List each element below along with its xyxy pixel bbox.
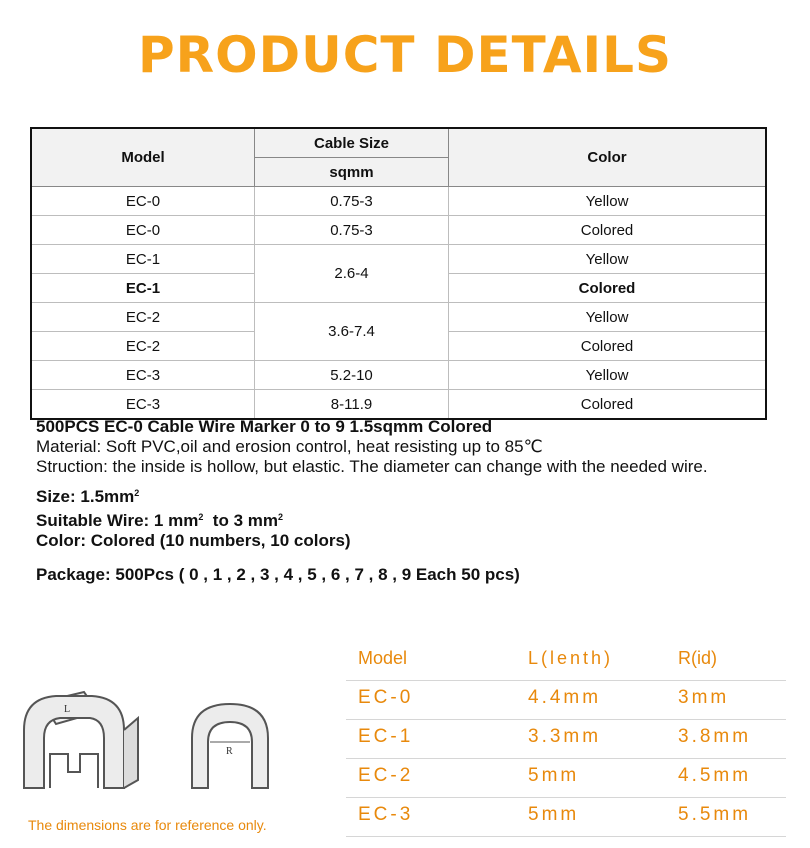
color-text: Color: Colored (10 numbers, 10 colors) [36,531,351,550]
dim-length: 5mm [528,765,580,786]
radius-label: R [226,746,233,757]
page-title: PRODUCT DETAILS [137,26,673,84]
cell-size: 2.6-4 [255,245,449,303]
table-row [31,390,766,420]
table-row [31,216,766,245]
cell-size: 3.6-7.4 [255,303,449,361]
dim-length: 3.3mm [528,726,602,747]
header-model: Model [31,128,255,187]
dim-header-radius: R(id) [678,648,717,668]
marker-front-view [192,704,268,788]
dim-model: EC-0 [358,687,414,708]
dim-radius: 5.5mm [678,804,752,825]
dim-model: EC-2 [358,765,414,786]
dimension-row [346,798,786,837]
cell-color: Yellow [449,361,767,390]
cell-model: EC-3 [31,390,255,420]
dim-model: EC-1 [358,726,414,747]
dimension-row [346,759,786,798]
header-cable-size: Cable Size [255,128,449,158]
reference-note: The dimensions are for reference only. [28,817,267,833]
marker-side-view [24,692,138,788]
material-text: Material: Soft PVC,oil and erosion control, heat resisting up to 85℃ [36,437,543,456]
dimension-table [346,642,786,837]
cell-model: EC-1 [31,245,255,274]
cell-color: Yellow [449,303,767,332]
length-label: L [64,704,71,715]
dim-radius: 4.5mm [678,765,752,786]
cell-color: Yellow [449,187,767,216]
cell-model: EC-2 [31,332,255,361]
dimension-header [346,642,786,681]
marker-diagram [20,668,310,808]
dimension-row [346,720,786,759]
table-row [31,245,766,274]
dimension-row [346,681,786,720]
suitable-wire-text: Suitable Wire: 1 $mm^2$ to 3 $mm^2$ [36,511,283,530]
dim-length: 4.4mm [528,687,602,708]
table-row [31,303,766,332]
size-text: Size: $1.5mm^2$ [36,487,140,506]
cell-size: 5.2-10 [255,361,449,390]
cell-model: EC-1 [31,274,255,303]
table-row [31,187,766,216]
dim-header-length: L(lenth) [528,648,614,668]
header-color: Color [449,128,767,187]
cell-color: Yellow [449,245,767,274]
table-row [31,361,766,390]
dim-radius: 3mm [678,687,730,708]
struction-text: Struction: the inside is hollow, but elastic. The diameter can change with the needed wire. [36,457,708,476]
cell-size: 0.75-3 [255,187,449,216]
cell-model: EC-2 [31,303,255,332]
dim-radius: 3.8mm [678,726,752,747]
cell-color: Colored [449,332,767,361]
cell-size: 0.75-3 [255,216,449,245]
cell-model: EC-0 [31,187,255,216]
product-description [36,417,776,585]
dim-length: 5mm [528,804,580,825]
cell-color: Colored [449,274,767,303]
dim-model: EC-3 [358,804,414,825]
description-heading: 500PCS EC-0 Cable Wire Marker 0 to 9 1.5sqmm Colored [36,417,493,436]
cell-size: 8-11.9 [255,390,449,420]
package-text: Package: 500Pcs ( 0 , 1 , 2 , 3 , 4 , 5 , 6 , 7 , 8 , 9 Each 50 pcs) [36,565,520,584]
cell-model: EC-3 [31,361,255,390]
dim-header-model: Model [358,648,408,668]
spec-table [30,127,767,420]
cell-model: EC-0 [31,216,255,245]
cell-color: Colored [449,390,767,420]
cell-color: Colored [449,216,767,245]
header-unit: sqmm [255,158,449,187]
